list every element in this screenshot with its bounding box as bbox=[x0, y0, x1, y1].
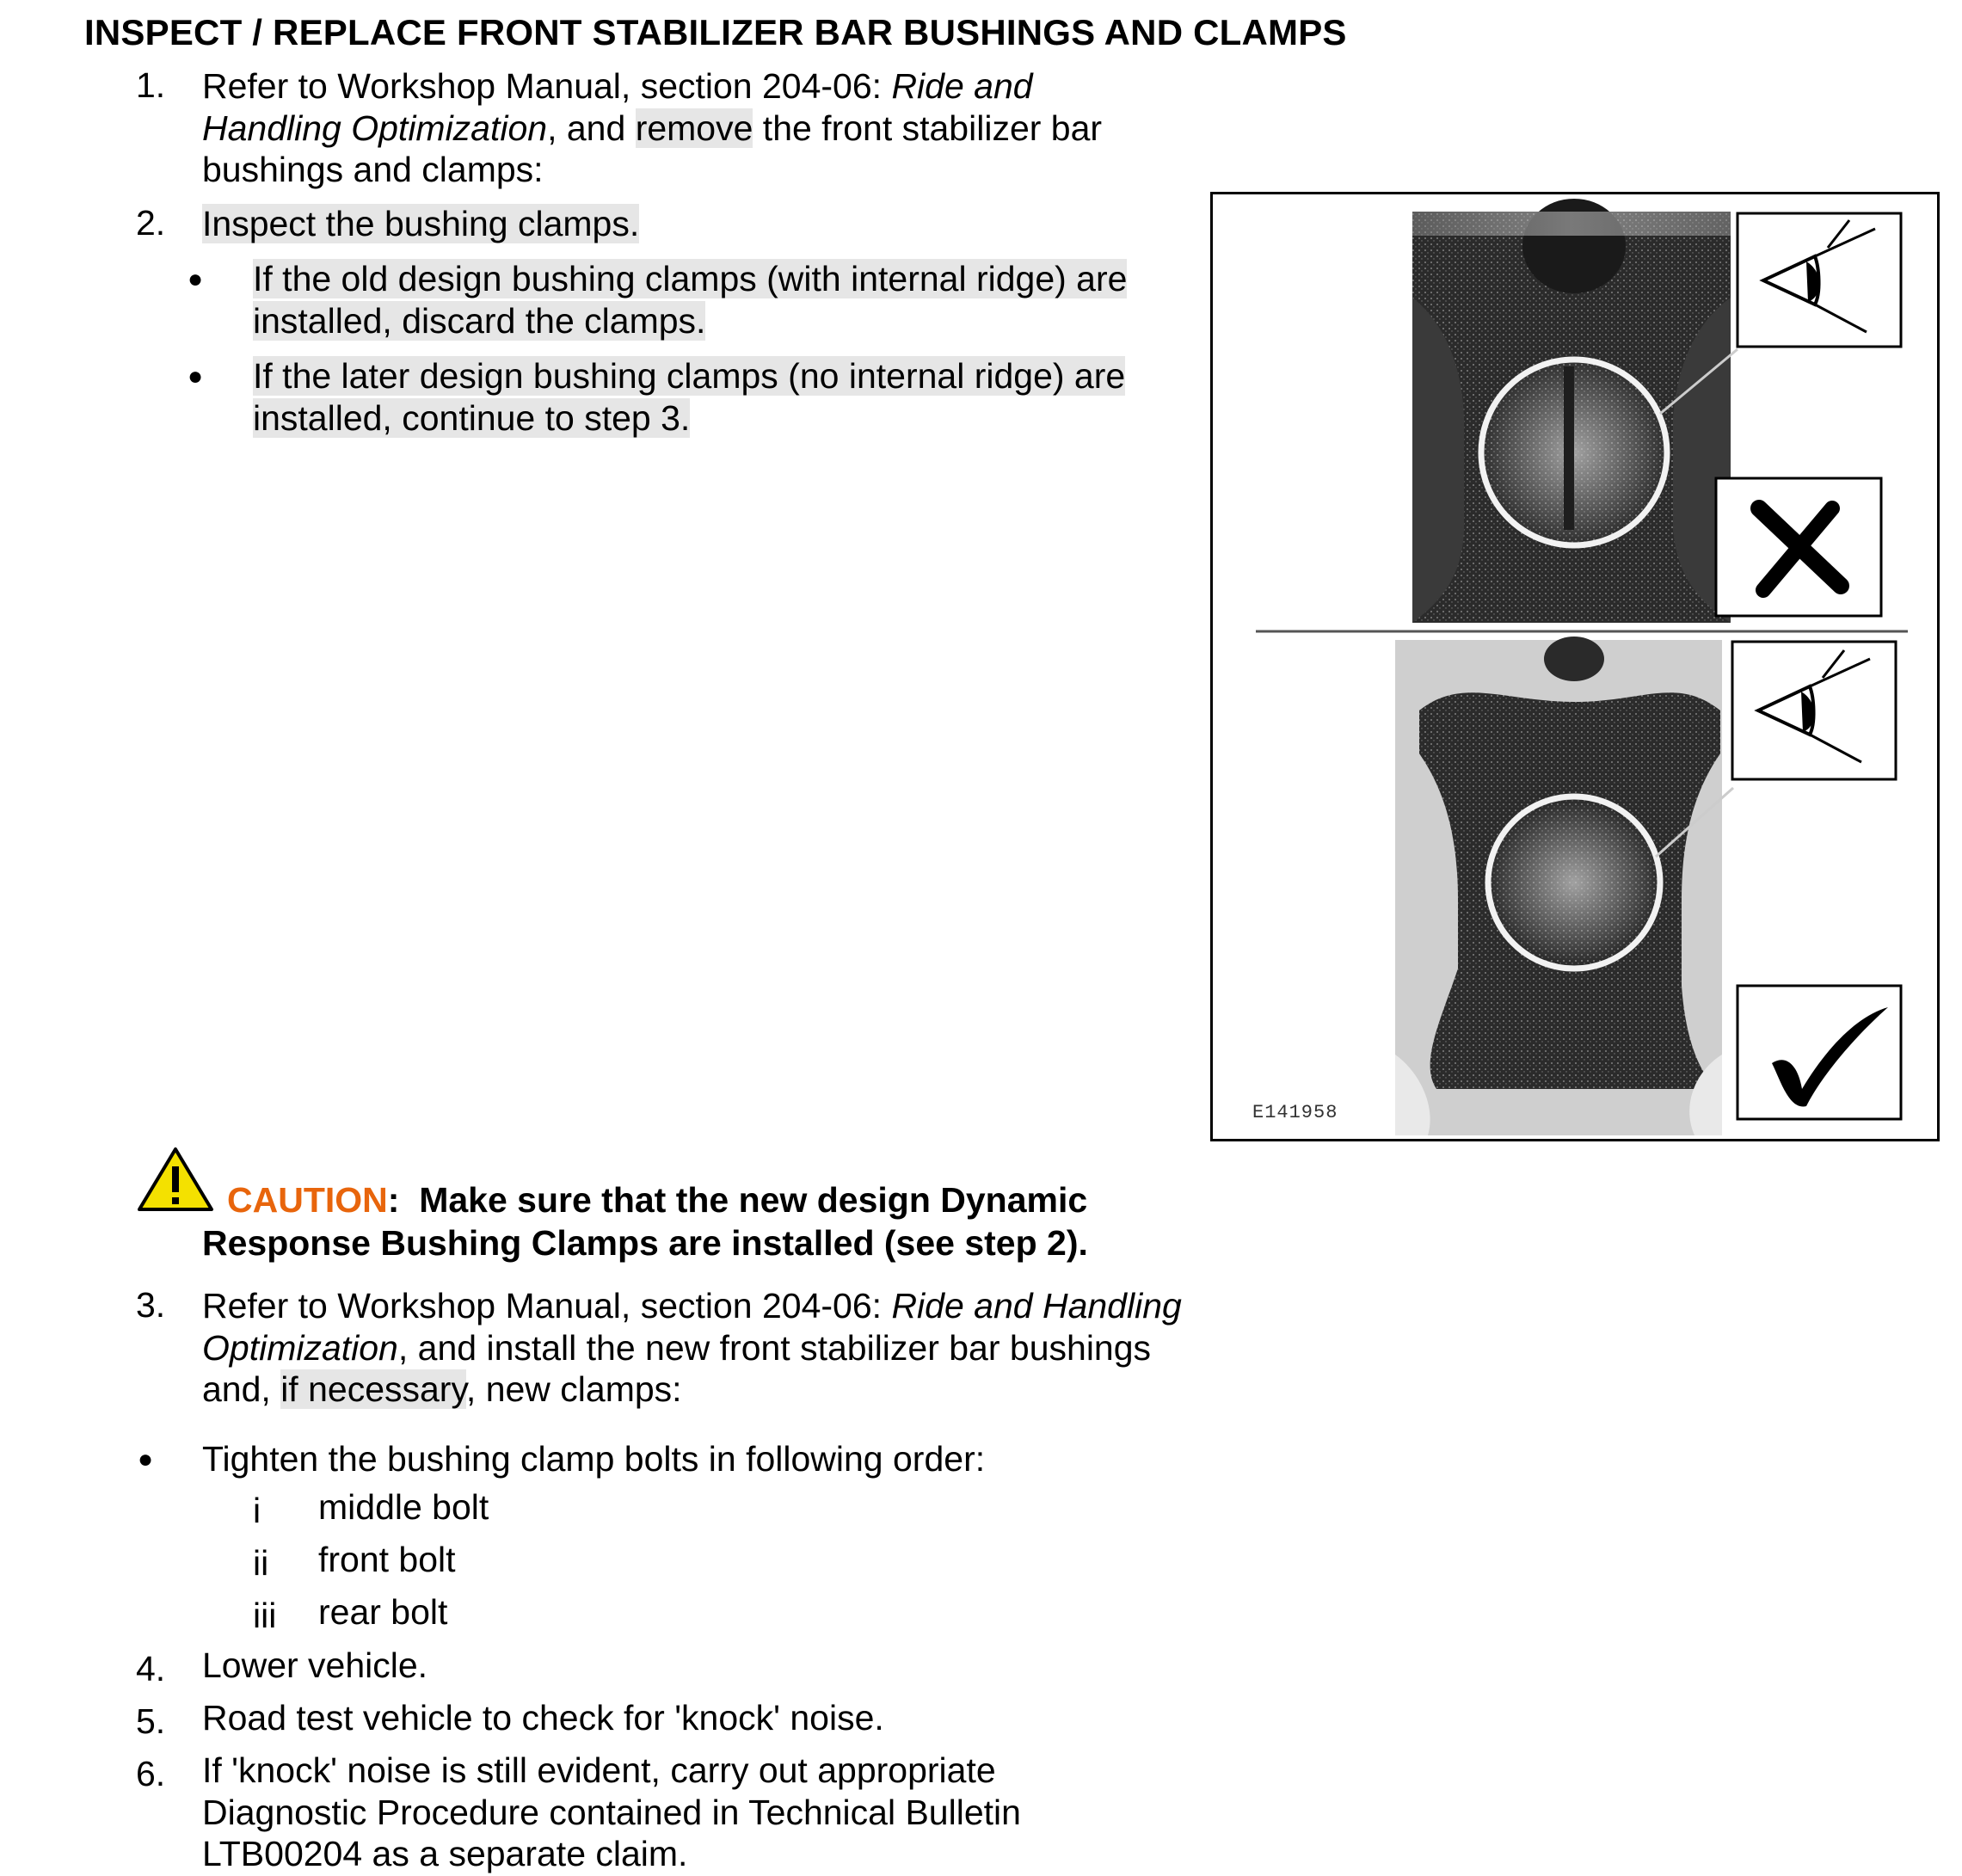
bushing-clamp-illustration bbox=[1213, 194, 1937, 1139]
step-1-text: Refer to Workshop Manual, section 204-06: Ride and Handling Optimization, and remove the front stabilizer bar bushings and clamps: bbox=[202, 66, 1103, 189]
step-2-text: Inspect the bushing clamps. bbox=[202, 204, 640, 243]
step-4-text: Lower vehicle. bbox=[202, 1645, 428, 1685]
step-6-text: If 'knock' noise is still evident, carry out appropriate Diagnostic Procedure contained in Technical Bulletin LTB00204 as a separate claim. bbox=[202, 1750, 1021, 1873]
bushing-clamp-figure bbox=[1210, 192, 1940, 1141]
order-item-1: middle bolt bbox=[318, 1487, 489, 1527]
order-num-3: iii bbox=[253, 1596, 277, 1635]
step-3-text: Refer to Workshop Manual, section 204-06: Ride and Handling Optimization, and install the new front stabilizer bar bushings and, if necessary, new clamps: bbox=[202, 1286, 1182, 1409]
bullet-dot: ● bbox=[188, 362, 204, 391]
bullet-dot: ● bbox=[138, 1445, 154, 1473]
step-2-bullet-2: If the later design bushing clamps (no internal ridge) are installed, continue to step 3. bbox=[253, 356, 1126, 438]
order-num-2: ii bbox=[253, 1543, 269, 1583]
step-6-number: 6. bbox=[136, 1754, 166, 1793]
old-clamp-photo bbox=[1412, 199, 1738, 623]
step-2-number: 2. bbox=[136, 203, 166, 243]
warning-triangle-icon bbox=[136, 1146, 215, 1219]
bullet-dot: ● bbox=[188, 265, 204, 293]
step-5-number: 5. bbox=[136, 1701, 166, 1741]
step-2-bullet-1: If the old design bushing clamps (with internal ridge) are installed, discard the clamps. bbox=[253, 259, 1128, 341]
caution-line-1: CAUTION: Make sure that the new design Dynamic bbox=[227, 1180, 1088, 1220]
tighten-instruction: Tighten the bushing clamp bolts in following order: bbox=[202, 1439, 986, 1479]
caution-line-2: Response Bushing Clamps are installed (see step 2). bbox=[202, 1223, 1088, 1263]
order-item-3: rear bolt bbox=[318, 1592, 448, 1632]
step-3-number: 3. bbox=[136, 1285, 166, 1325]
step-4-number: 4. bbox=[136, 1649, 166, 1688]
step-5-text: Road test vehicle to check for 'knock' noise. bbox=[202, 1698, 884, 1738]
eye-inspect-icon bbox=[1732, 642, 1896, 779]
accept-check-icon bbox=[1738, 986, 1901, 1119]
figure-code: E141958 bbox=[1252, 1102, 1338, 1123]
step-1-number: 1. bbox=[136, 65, 166, 105]
caution-text: Make sure that the new design Dynamic bbox=[419, 1180, 1088, 1220]
new-clamp-photo bbox=[1395, 637, 1733, 1135]
page-title: INSPECT / REPLACE FRONT STABILIZER BAR BUSHINGS AND CLAMPS bbox=[84, 12, 1347, 52]
order-num-1: i bbox=[253, 1491, 261, 1530]
order-item-2: front bolt bbox=[318, 1540, 456, 1579]
eye-inspect-icon bbox=[1738, 213, 1901, 347]
reject-cross-icon bbox=[1716, 478, 1881, 616]
